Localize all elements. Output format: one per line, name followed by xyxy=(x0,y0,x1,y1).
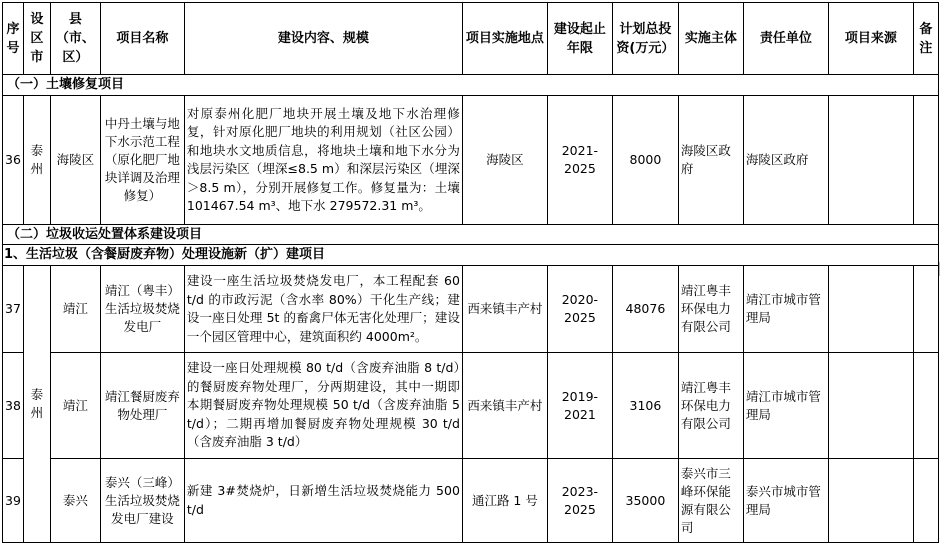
cell-content: 新建 3#焚烧炉，日新增生活垃圾焚烧能力 500 t/d xyxy=(184,459,462,543)
cell-county: 靖江 xyxy=(50,353,100,459)
cell-county: 泰兴 xyxy=(50,459,100,543)
cell-source xyxy=(828,459,913,543)
section-title-soil: （一）土壤修复项目 xyxy=(3,75,939,96)
cell-county: 靖江 xyxy=(50,266,100,353)
section-row xyxy=(3,75,939,96)
cell-note xyxy=(913,96,938,225)
cell-entity: 泰兴市三峰环保能源有限公司 xyxy=(678,459,743,543)
section-title-waste: （二）垃圾收运处置体系建设项目 xyxy=(3,225,939,245)
cell-responsible: 泰兴市城市管理局 xyxy=(743,459,828,543)
cell-location: 西来镇丰产村 xyxy=(462,266,547,353)
section-row xyxy=(3,225,939,245)
cell-responsible: 海陵区政府 xyxy=(743,96,828,225)
table-row xyxy=(3,266,939,353)
cell-period: 2021-2025 xyxy=(547,96,612,225)
header-source: 项目来源 xyxy=(828,3,913,75)
header-content: 建设内容、规模 xyxy=(184,3,462,75)
cell-seq: 36 xyxy=(3,96,24,225)
cell-note xyxy=(913,353,938,459)
cell-entity: 海陵区政府 xyxy=(678,96,743,225)
table-row xyxy=(3,96,939,225)
cell-investment: 3106 xyxy=(612,353,678,459)
cell-city-group: 泰州 xyxy=(23,266,50,543)
cell-note xyxy=(913,459,938,543)
cell-county: 海陵区 xyxy=(50,96,100,225)
scroll-handle[interactable] xyxy=(939,262,943,276)
header-row xyxy=(3,3,939,75)
cell-name: 中丹土壤与地下水示范工程（原化肥厂地块详调及治理修复） xyxy=(100,96,184,225)
table-row xyxy=(3,353,939,459)
cell-source xyxy=(828,266,913,353)
header-entity: 实施主体 xyxy=(678,3,743,75)
cell-source xyxy=(828,353,913,459)
cell-investment: 8000 xyxy=(612,96,678,225)
cell-location: 通江路 1 号 xyxy=(462,459,547,543)
cell-period: 2023-2025 xyxy=(547,459,612,543)
table-row xyxy=(3,459,939,543)
cell-seq: 38 xyxy=(3,353,24,459)
cell-content: 建设一座生活垃圾焚烧发电厂，本工程配套 60 t/d 的市政污泥（含水率 80%）干化生产线；建设一座日处理 5t 的畜禽尸体无害化处理厂；建设一个园区管理中心，建筑面积约 4000m²。 xyxy=(184,266,462,353)
cell-seq: 37 xyxy=(3,266,24,353)
cell-period: 2019-2021 xyxy=(547,353,612,459)
header-county: 县（市、区） xyxy=(50,3,100,75)
header-name: 项目名称 xyxy=(100,3,184,75)
project-table xyxy=(2,2,939,543)
cell-content: 对原泰州化肥厂地块开展土壤及地下水治理修复，针对原化肥厂地块的利用规划（社区公园）和地块水文地质信息，将地块土壤和地下水分为浅层污染区（埋深≤8.5 m）和深层污染区（埋深＞8.5 m），分别开展修复工作。修复量为：土壤 101467.54 m³、地下水 279572.31 m³。 xyxy=(184,96,462,225)
header-period: 建设起止年限 xyxy=(547,3,612,75)
subsection-row xyxy=(3,245,939,266)
cell-location: 西来镇丰产村 xyxy=(462,353,547,459)
cell-location: 海陵区 xyxy=(462,96,547,225)
cell-name: 靖江（粤丰）生活垃圾焚烧发电厂 xyxy=(100,266,184,353)
cell-source xyxy=(828,96,913,225)
header-location: 项目实施地点 xyxy=(462,3,547,75)
header-responsible: 责任单位 xyxy=(743,3,828,75)
cell-entity: 靖江粤丰环保电力有限公司 xyxy=(678,266,743,353)
cell-responsible: 靖江市城市管理局 xyxy=(743,353,828,459)
header-city: 设区市 xyxy=(23,3,50,75)
cell-seq: 39 xyxy=(3,459,24,543)
cell-investment: 48076 xyxy=(612,266,678,353)
cell-responsible: 靖江市城市管理局 xyxy=(743,266,828,353)
cell-city: 泰州 xyxy=(23,96,50,225)
subsection-title: 1、生活垃圾（含餐厨废弃物）处理设施新（扩）建项目 xyxy=(3,245,939,266)
header-note: 备注 xyxy=(913,3,938,75)
header-seq: 序号 xyxy=(3,3,24,75)
cell-note xyxy=(913,266,938,353)
cell-period: 2020-2025 xyxy=(547,266,612,353)
cell-name: 靖江餐厨废弃物处理厂 xyxy=(100,353,184,459)
header-investment: 计划总投资(万元） xyxy=(612,3,678,75)
cell-name: 泰兴（三峰）生活垃圾焚烧发电厂建设 xyxy=(100,459,184,543)
cell-investment: 35000 xyxy=(612,459,678,543)
cell-entity: 靖江粤丰环保电力有限公司 xyxy=(678,353,743,459)
cell-content: 建设一座日处理规模 80 t/d（含废弃油脂 8 t/d）的餐厨废弃物处理厂，分两期建设，其中一期即本期餐厨废弃物处理规模 50 t/d（含废弃油脂 5 t/d）；二期再增加餐厨废弃物处理规模 30 t/d（含废弃油脂 3 t/d） xyxy=(184,353,462,459)
